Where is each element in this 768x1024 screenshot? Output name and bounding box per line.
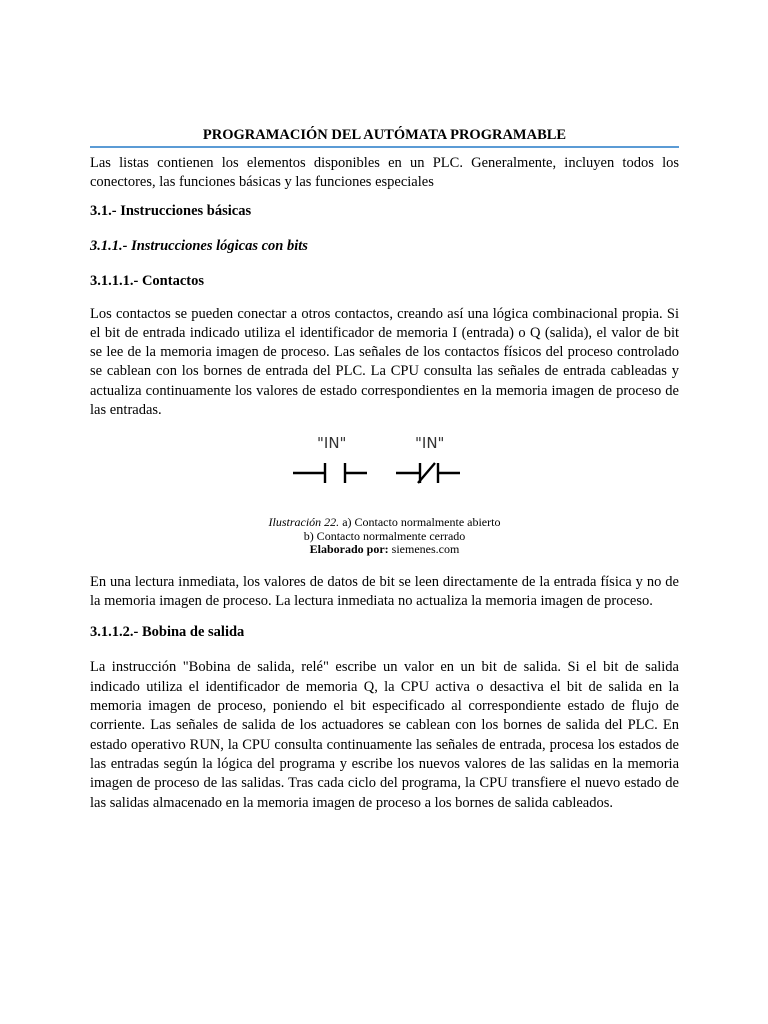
contactos-paragraph: Los contactos se pueden conectar a otros contactos, creando así una lógica combinacional propia. Si el bit de entrada indicado utiliza el identificador de memoria I (entrada) o Q (salida), el valor de bit se lee de la memoria imagen de proceso. Las señales de los contactos físicos del proceso controlado se cablean con los bornes de entrada del PLC. La CPU consulta las señales de entrada cableadas y actualiza continuamente los valores de estado correspondientes en la memoria imagen de proceso de las entradas.	[90, 305, 679, 419]
page-title: PROGRAMACIÓN DEL AUTÓMATA PROGRAMABLE	[90, 126, 679, 148]
figure-source-label: Elaborado por:	[309, 542, 389, 557]
intro-paragraph: Las listas contienen los elementos disponibles en un PLC. Generalmente, incluyen todos los conectores, las funciones básicas y las funciones especiales	[90, 155, 679, 191]
section-heading-3-1: 3.1.- Instrucciones básicas	[90, 202, 252, 219]
document-page	[90, 126, 679, 813]
normally-closed-contact-icon	[396, 463, 460, 483]
figure-source-value: siemenes.com	[388, 542, 460, 557]
section-heading-3-1-1: 3.1.1.- Instrucciones lógicas con bits	[90, 237, 308, 254]
contact-symbols-figure	[90, 434, 679, 506]
figure-caption-line-1	[90, 516, 679, 530]
figure-caption-b: b) Contacto normalmente cerrado	[303, 528, 466, 543]
figure-caption-a: a) Contacto normalmente abierto	[339, 515, 501, 530]
figure-source	[90, 543, 679, 557]
section-heading-3-1-1-1: 3.1.1.1.- Contactos	[90, 272, 204, 289]
contact-b-label: "IN"	[415, 434, 445, 453]
lectura-paragraph: En una lectura inmediata, los valores de datos de bit se leen directamente de la entrada física y no de la memoria imagen de proceso. La lectura inmediata no actualiza la memoria imagen de proceso.	[90, 573, 679, 610]
normally-open-contact-icon	[293, 463, 367, 483]
contact-a-label: "IN"	[317, 434, 347, 453]
bobina-paragraph: La instrucción "Bobina de salida, relé" escribe un valor en un bit de salida. Si el bit de salida indicado utiliza el identificador de memoria Q, la CPU activa o desactiva el bit de salida en la memoria imagen de proceso, poniendo el bit especificado al correspondiente estado de flujo de corriente. Las señales de salida de los actuadores se cablean con los bornes de salida del PLC. En estado operativo RUN, la CPU consulta continuamente las señales de entrada, procesa los estados de las entradas según la lógica del programa y escribe los nuevos valores de las salidas en la memoria imagen de proceso de las salidas. Tras cada ciclo del programa, la CPU transfiere el nuevo estado de las salidas almacenado en la memoria imagen de proceso a los bornes de salida cableados.	[90, 659, 679, 811]
section-heading-3-1-1-2: 3.1.1.2.- Bobina de salida	[90, 624, 245, 641]
contact-symbols-diagram	[290, 434, 460, 494]
figure-caption-prefix: Ilustración 22.	[268, 515, 340, 530]
